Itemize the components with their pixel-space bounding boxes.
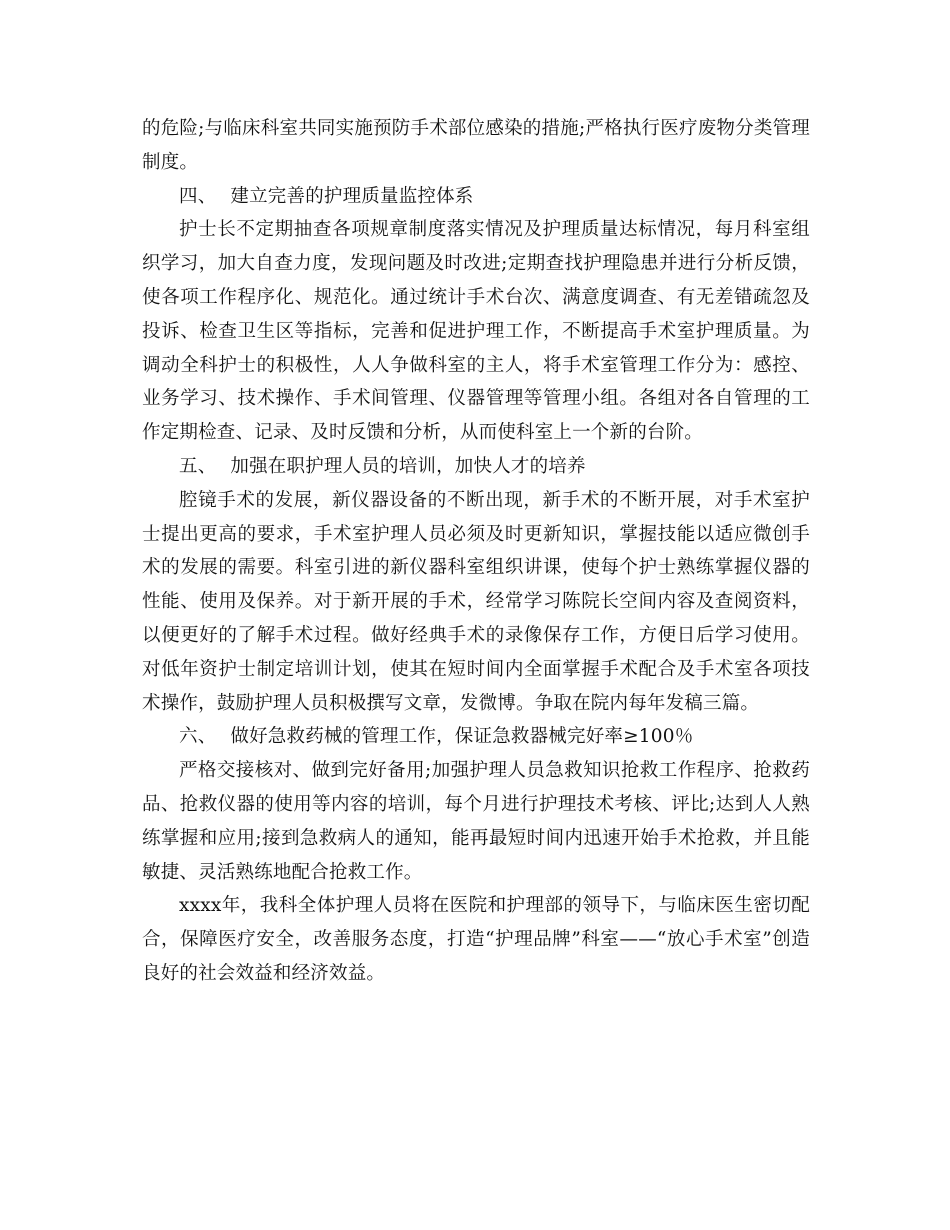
section-number: 五、: [179, 455, 217, 477]
section-title: 做好急救药械的管理工作，保证急救器械完好率≥100％: [230, 726, 694, 748]
paragraph-quality-monitoring: 护士长不定期抽查各项规章制度落实情况及护理质量达标情况，每月科室组织学习，加大自查力度，发现问题及时改进;定期查找护理隐患并进行分析反馈，使各项工作程序化、规范化。通过统计手术台次、满意度调查、有无差错疏忽及投诉、检查卫生区等指标，完善和促进护理工作，不断提高手术室护理质量。为调动全科护士的积极性，人人争做科室的主人，将手术室管理工作分为：感控、业务学习、技术操作、手术间管理、仪器管理等管理小组。各组对各自管理的工作定期检查、记录、及时反馈和分析，从而使科室上一个新的台阶。: [142, 219, 810, 444]
section-number: 六、: [179, 726, 217, 748]
section-title: 建立完善的护理质量监控体系: [230, 185, 474, 207]
section-number: 四、: [179, 185, 217, 207]
paragraph-emergency-equipment: 严格交接核对、做到完好备用;加强护理人员急救知识抢救工作程序、抢救药品、抢救仪器的使用等内容的培训，每个月进行护理技术考核、评比;达到人人熟练掌握和应用;接到急救病人的通知，能再最短时间内迅速开始手术抢救，并且能敏捷、灵活熟练地配合抢救工作。: [142, 760, 810, 883]
section-heading-5: [142, 450, 810, 484]
paragraph-conclusion: xxxx年，我科全体护理人员将在医院和护理部的领导下，与临床医生密切配合，保障医疗安全，改善服务态度，打造“护理品牌”科室——“放心手术室”创造良好的社会效益和经济效益。: [142, 895, 810, 984]
section-title: 加强在职护理人员的培训，加快人才的培养: [230, 455, 586, 477]
section-heading-4: [142, 180, 810, 214]
paragraph-continuation: 的危险;与临床科室共同实施预防手术部位感染的措施;严格执行医疗废物分类管理制度。: [142, 118, 810, 173]
paragraph-staff-training: 腔镜手术的发展，新仪器设备的不断出现，新手术的不断开展，对手术室护士提出更高的要求，手术室护理人员必须及时更新知识，掌握技能以适应微创手术的发展的需要。科室引进的新仪器科室组织讲课，使每个护士熟练掌握仪器的性能、使用及保养。对于新开展的手术，经常学习陈院长空间内容及查阅资料，以便更好的了解手术过程。做好经典手术的录像保存工作，方便日后学习使用。对低年资护士制定培训计划，使其在短时间内全面掌握手术配合及手术室各项技术操作，鼓励护理人员积极撰写文章，发微博。争取在院内每年发稿三篇。: [142, 489, 810, 714]
section-heading-6: [142, 720, 810, 754]
document-body: [142, 112, 810, 991]
